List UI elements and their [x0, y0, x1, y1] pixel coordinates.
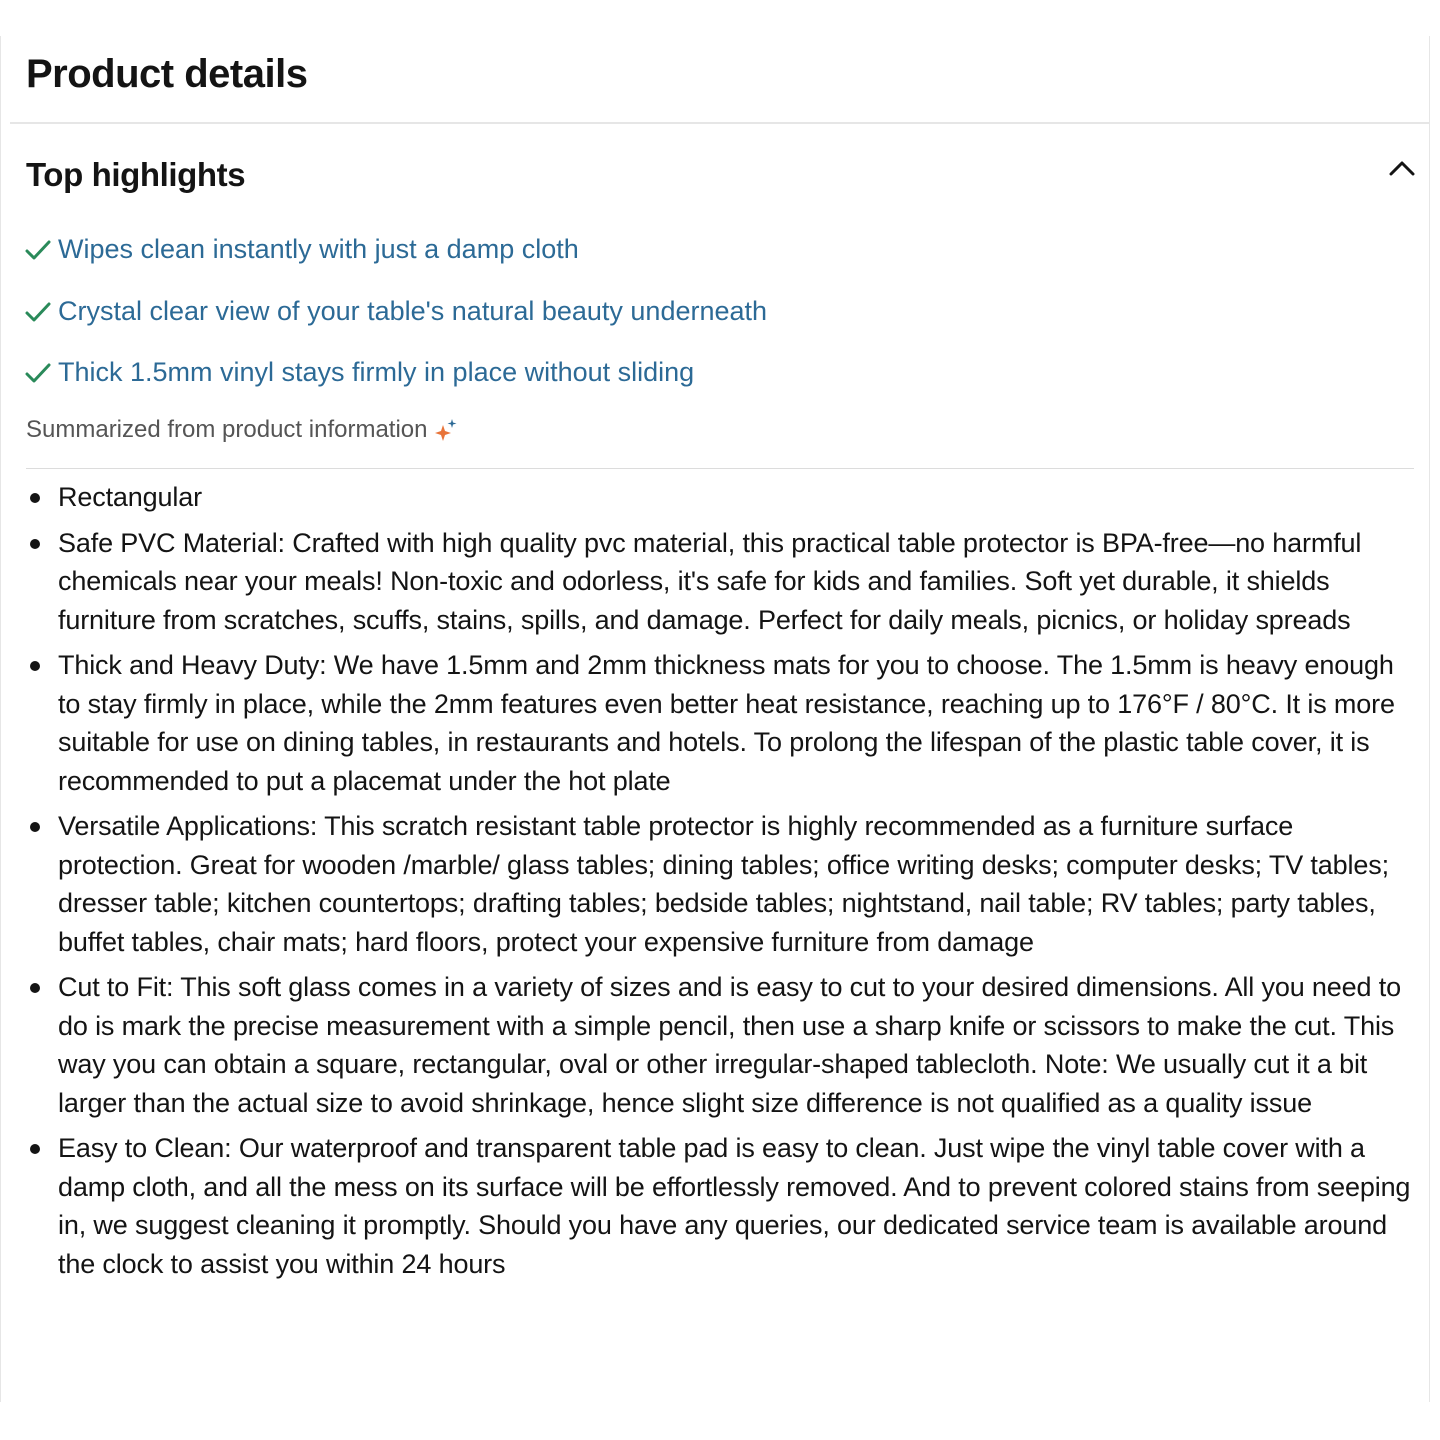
highlight-text[interactable]: Wipes clean instantly with just a damp cloth — [58, 234, 579, 264]
highlight-item[interactable] — [24, 351, 767, 413]
check-icon — [24, 359, 52, 387]
detail-list-item — [26, 807, 1418, 961]
bullet-dot — [30, 822, 40, 832]
highlight-text[interactable]: Crystal clear view of your table's natural beauty underneath — [58, 295, 768, 326]
chevron-up-icon[interactable] — [1388, 158, 1416, 178]
highlights-list — [24, 228, 767, 413]
highlight-item[interactable] — [24, 228, 767, 290]
sparkle-icon — [433, 417, 459, 443]
summary-note-text: Summarized from product information — [26, 416, 428, 443]
detail-text: Versatile Applications: This scratch resistant table protector is highly recommended as a furniture surface protection. Great for wooden /marble/ glass tables; dining tables; office writing desks; computer desks; TV tables; dresser table; kitchen countertops; drafting tables; bedside tables; nightstand, nail table; RV tables; party tables, buffet tables, chair mats; hard floors, protect your expensive furniture from damage — [58, 811, 1389, 957]
detail-list-item — [26, 968, 1418, 1122]
product-details-list — [26, 478, 1418, 1290]
detail-text: Thick and Heavy Duty: We have 1.5mm and 2mm thickness mats for you to choose. The 1.5mm is heavy enough to stay firmly in place, while the 2mm features even better heat resistance, reaching up to 176°F / 80°C. It is more suitable for use on dining tables, in restaurants and hotels. To prolong the lifespan of the plastic table cover, it is recommended to put a placemat under the hot plate — [58, 650, 1395, 796]
bullet-dot — [30, 661, 40, 671]
detail-text: Cut to Fit: This soft glass comes in a variety of sizes and is easy to cut to your desired dimensions. All you need to do is mark the precise measurement with a simple pencil, then use a sharp knife or scissors to make the cut. This way you can obtain a square, rectangular, oval or other irregular-shaped tablecloth. Note: We usually cut it a bit larger than the actual size to avoid shrinkage, hence slight size difference is not qualified as a quality issue — [58, 972, 1401, 1118]
title-divider — [10, 122, 1430, 124]
highlight-item[interactable] — [24, 290, 767, 352]
detail-text: Rectangular — [58, 482, 202, 512]
section-divider — [26, 468, 1414, 469]
check-icon — [24, 236, 52, 264]
bullet-dot — [30, 983, 40, 993]
detail-list-item — [26, 646, 1418, 800]
check-icon — [24, 298, 52, 326]
highlight-text[interactable]: Thick 1.5mm vinyl stays firmly in place without sliding — [58, 357, 695, 387]
section-title: Top highlights — [26, 156, 246, 193]
top-highlights-toggle[interactable] — [0, 150, 1430, 200]
bullet-dot — [30, 493, 40, 503]
bullet-dot — [30, 1144, 40, 1154]
bullet-dot — [30, 539, 40, 549]
detail-list-item — [26, 478, 1418, 517]
page-title: Product details — [26, 52, 308, 96]
detail-list-item — [26, 524, 1418, 640]
detail-text: Safe PVC Material: Crafted with high quality pvc material, this practical table protector is BPA-free—no harmful chemicals near your meals! Non-toxic and odorless, it's safe for kids and families. Soft yet durable, it shields furniture from scratches, scuffs, stains, spills, and damage. Perfect for daily meals, picnics, or holiday spreads — [58, 527, 1362, 635]
detail-text: Easy to Clean: Our waterproof and transparent table pad is easy to clean. Just wipe the vinyl table cover with a damp cloth, and all the mess on its surface will be effortlessly removed. And to prevent colored stains from seeping in, we suggest cleaning it promptly. Should you have any queries, our dedicated service team is available around the clock to assist you within 24 hours — [58, 1133, 1411, 1279]
detail-list-item — [26, 1129, 1418, 1283]
summary-note — [26, 412, 459, 448]
